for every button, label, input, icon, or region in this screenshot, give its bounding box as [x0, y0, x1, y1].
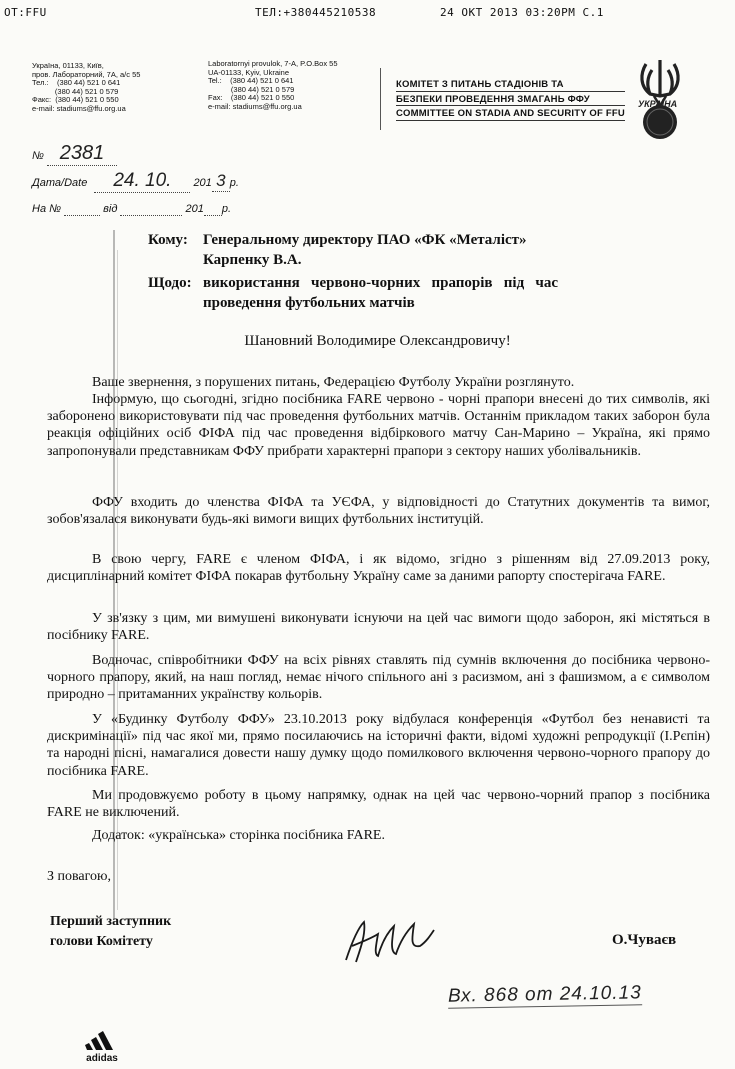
fax-phone: ТЕЛ:+380445210538 [255, 6, 377, 19]
doc-date-label: Дата/Date [32, 177, 88, 189]
reference-year-blank [204, 203, 222, 216]
incoming-stamp: Вх. 868 от 24.10.13 [447, 982, 642, 1007]
subject-line2: проведення футбольних матчів [203, 295, 415, 311]
reference-line [32, 203, 231, 216]
reference-year-end: р. [221, 203, 232, 215]
subject-label: Щодо: [148, 275, 192, 291]
doc-number-value: 2381 [47, 142, 117, 166]
paragraph-2 [47, 391, 710, 460]
paragraph-6-text: Водночас, співробітники ФФУ на всіх рівнях ставлять під сумнів включення до посібника червоно-чорного прапору, який, на наш погляд, немає нічого спільного ані з расизмом, ані з фашизмом, а є символом природно – притаманних українству кольорів. [47, 653, 710, 703]
paragraph-3 [47, 494, 710, 528]
reference-date-blank [120, 203, 182, 216]
fax-datetime: 24 OKT 2013 03:20PM C.1 [440, 6, 604, 19]
fax-sender: OT:FFU [4, 6, 47, 19]
ffu-logo [624, 56, 696, 142]
doc-year-suffix: 3 [212, 171, 230, 192]
paragraph-4 [47, 551, 710, 585]
paragraph-2-text: Інформую, що сьогодні, згідно посібника FARE червоно - чорні прапори внесені до тих символів, які заборонено використовувати під час проведення футбольних матчів. Останнім прикладом таких заборон була реакція офіційних осіб ФІФА під час проведення відбіркового матчу Сан-Марино – Україна, які прямо запропонували представникам ФФУ прибрати характерні прапори з сектору наших уболівальників. [47, 392, 710, 459]
address-english: Laboratornyi provulok, 7-A, P.O.Box 55 UA-01133, Kyiv, Ukraine Tel.: (380 44) 521 0 641 (380 44) 521 0 579 Fax: (380 44) 521 0 550 e-mail: stadiums@ffu.org.ua [208, 59, 338, 111]
letterhead-divider [380, 68, 381, 130]
paragraph-7 [47, 711, 710, 780]
to-label: Кому: [148, 232, 188, 248]
adidas-logo [72, 1030, 132, 1066]
paragraph-1-text: Ваше звернення, з порушених питань, Федерацією Футболу України розглянуто. [92, 375, 575, 390]
reference-from-label: від [103, 203, 118, 215]
logo-text: УКРАЇНА [638, 99, 678, 109]
doc-year-prefix: 201 [193, 177, 212, 189]
closing: З повагою, [47, 869, 111, 884]
paragraph-8-text: Ми продовжуємо роботу в цьому напрямку, однак на цей час червоно-чорний прапор з посібника FARE не виключений. [47, 788, 710, 821]
paragraph-4-text: В свою чергу, FARE є членом ФІФА, і як відомо, згідно з рішенням від 27.09.2013 року, дисциплінарний комітет ФІФА покарав футбольну Україну саме за даними рапорту спостерігача FARE. [47, 552, 710, 585]
doc-number-label: № [32, 150, 44, 162]
paragraph-1 [47, 374, 710, 391]
scan-fold-line [113, 230, 115, 920]
doc-date-value: 24. 10. [94, 170, 190, 193]
doc-year-end: р. [229, 177, 239, 189]
adidas-wordmark: adidas [86, 1053, 118, 1064]
doc-number-line [32, 142, 117, 166]
doc-date-line [32, 170, 239, 193]
to-line2: Карпенку В.А. [203, 252, 302, 268]
paragraph-5 [47, 610, 710, 644]
signatory-position [50, 912, 171, 952]
to-line1: Генеральному директору ПАО «ФК «Металіст» [203, 232, 527, 248]
signatory-name: О.Чуваєв [612, 932, 677, 948]
adidas-stripes-icon [85, 1030, 119, 1050]
salutation: Шановний Володимире Олександровичу! [244, 333, 511, 349]
reference-number-blank [64, 203, 100, 216]
paragraph-7-text: У «Будинку Футболу ФФУ» 23.10.2013 року відбулася конференція «Футбол без ненависті та дискримінації» під час якої ми, прямо посилаючись на історичні факти, відомі художні репродукції (І.Рєпін) та народні пісні, намагалися довести нашу думку щодо помилкового включення червоно-чорного прапору до посібника FARE. [47, 712, 710, 779]
committee-name-line3: COMMITTEE ON STADIA AND SECURITY OF FFU [396, 108, 625, 119]
signature [338, 912, 438, 968]
paragraph-3-text: ФФУ входить до членства ФІФА та УЄФА, у відповідності до Статутних документів та вимог, зобов'язалася виконувати будь-які вимоги вищих футбольних інституцій. [47, 495, 710, 528]
committee-name-line2: БЕЗПЕКИ ПРОВЕДЕННЯ ЗМАГАНЬ ФФУ [396, 94, 625, 107]
scan-fold-line-secondary [117, 250, 118, 910]
paragraph-6 [47, 652, 710, 704]
paragraph-8 [47, 787, 710, 821]
signature-icon [338, 912, 438, 968]
signatory-position-line1: Перший заступник [50, 914, 172, 929]
committee-name [396, 79, 625, 123]
reference-label: На № [32, 203, 62, 215]
committee-name-line1: КОМІТЕТ З ПИТАНЬ СТАДІОНІВ ТА [396, 79, 625, 92]
paragraph-5-text: У зв'язку з цим, ми вимушені виконувати існуючи на цей час вимоги щодо заборон, які містяться в посібнику FARE. [47, 611, 710, 644]
address-ukrainian: Україна, 01133, Київ, пров. Лабораторний, 7А, а/с 55 Тел.: (380 44) 521 0 641 (380 44) 521 0 579 Факс: (380 44) 521 0 550 e-mail: stadiums@ffu.org.ua [32, 61, 141, 113]
subject-line1: використання червоно-чорних прапорів під час [203, 275, 559, 291]
reference-year: 201 [185, 203, 204, 215]
paragraph-9-text: Додаток: «українська» сторінка посібника FARE. [92, 828, 385, 843]
paragraph-9 [47, 827, 710, 844]
signatory-position-line2: голови Комітету [50, 934, 153, 949]
